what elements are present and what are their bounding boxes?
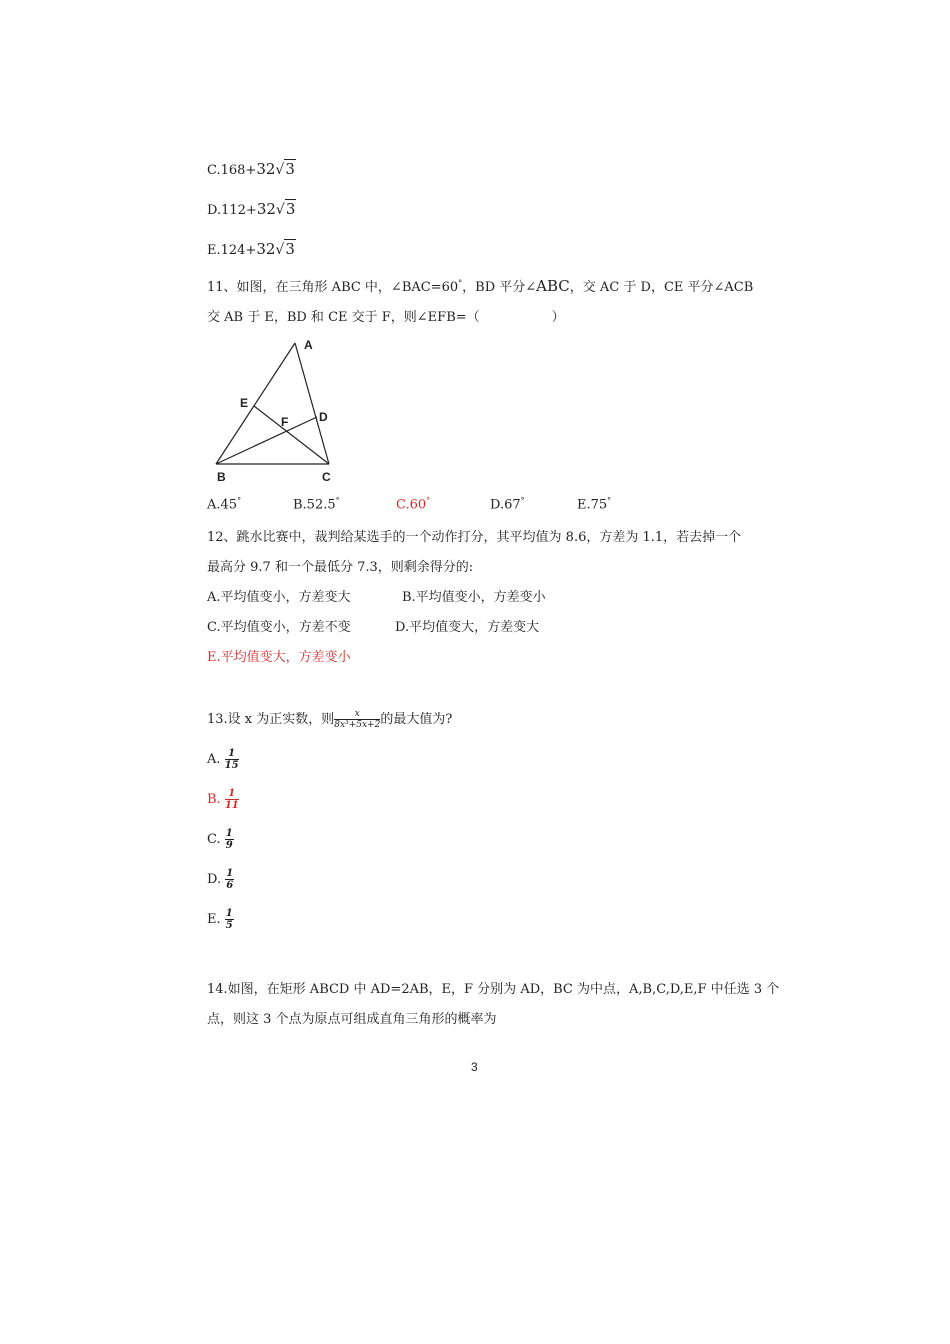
triangle-figure bbox=[205, 335, 345, 485]
q12-line2: 最高分 9.7 和一个最低分 7.3，则剩余得分的: bbox=[207, 560, 474, 575]
q12-line1: 12、跳水比赛中，裁判给某选手的一个动作打分，其平均值为 8.6，方差为 1.1，若去掉一个 bbox=[207, 530, 742, 545]
q12-option-b: B.平均值变小，方差变小 bbox=[402, 590, 546, 605]
side-ac bbox=[295, 343, 329, 464]
q14-line1: 14.如图，在矩形 ABCD 中 AD=2AB，E，F 分别为 AD，BC 为中点，A,B,C,D,E,F 中任选 3 个 bbox=[207, 982, 780, 997]
page-number: 3 bbox=[471, 1060, 478, 1074]
q13-fraction: $\frac{x}{\text{8x³+5x+2}}$ bbox=[334, 709, 381, 730]
label-c: C bbox=[322, 470, 331, 484]
q11-option-c-answer: C.60° bbox=[396, 496, 431, 513]
label-d: D bbox=[319, 410, 328, 424]
q12-option-e-answer: E.平均值变大，方差变小 bbox=[207, 650, 351, 665]
q11-option-a: A.45° bbox=[207, 496, 242, 513]
q12-option-d: D.平均值变大，方差变大 bbox=[395, 620, 540, 635]
q11-option-d: D.67° bbox=[490, 496, 525, 513]
segment-ce bbox=[254, 406, 329, 464]
q13-option-e: E. $\frac{1}{5}$ bbox=[207, 908, 233, 931]
q11-line2: 交 AB 于 E，BD 和 CE 交于 F，则∠EFB=（ ） bbox=[207, 310, 565, 325]
q13-option-b-answer: B. $\frac{1}{11}$ bbox=[207, 788, 239, 811]
q10-option-c: C.168+32√3 bbox=[207, 160, 295, 178]
label-b: B bbox=[217, 470, 226, 484]
q11-option-e: E.75° bbox=[577, 496, 612, 513]
q10-option-d: D.112+32√3 bbox=[207, 200, 296, 218]
label-f: F bbox=[281, 415, 289, 429]
q11-option-b: B.52.5° bbox=[293, 496, 340, 513]
q13-option-c: C. $\frac{1}{9}$ bbox=[207, 828, 233, 851]
q13-option-a: A. $\frac{1}{15}$ bbox=[207, 748, 239, 771]
label-a: A bbox=[304, 338, 313, 352]
q12-option-c: C.平均值变小，方差不变 bbox=[207, 620, 351, 635]
q10-option-e: E.124+32√3 bbox=[207, 240, 295, 258]
q12-option-a: A.平均值变小，方差变大 bbox=[207, 590, 351, 605]
q14-line2: 点，则这 3 个点为原点可组成直角三角形的概率为 bbox=[207, 1012, 497, 1027]
q13-question: 13.设 x 为正实数，则 $\frac{x}{\text{8x³+5x+2}}$ 的最大值为? bbox=[207, 709, 453, 730]
q13-option-d: D. $\frac{1}{6}$ bbox=[207, 868, 234, 891]
label-e: E bbox=[240, 396, 249, 410]
q11-line1: 11、如图，在三角形 ABC 中，∠BAC=60°，BD 平分∠ABC，交 AC 于 D，CE 平分∠ACB bbox=[207, 277, 754, 295]
